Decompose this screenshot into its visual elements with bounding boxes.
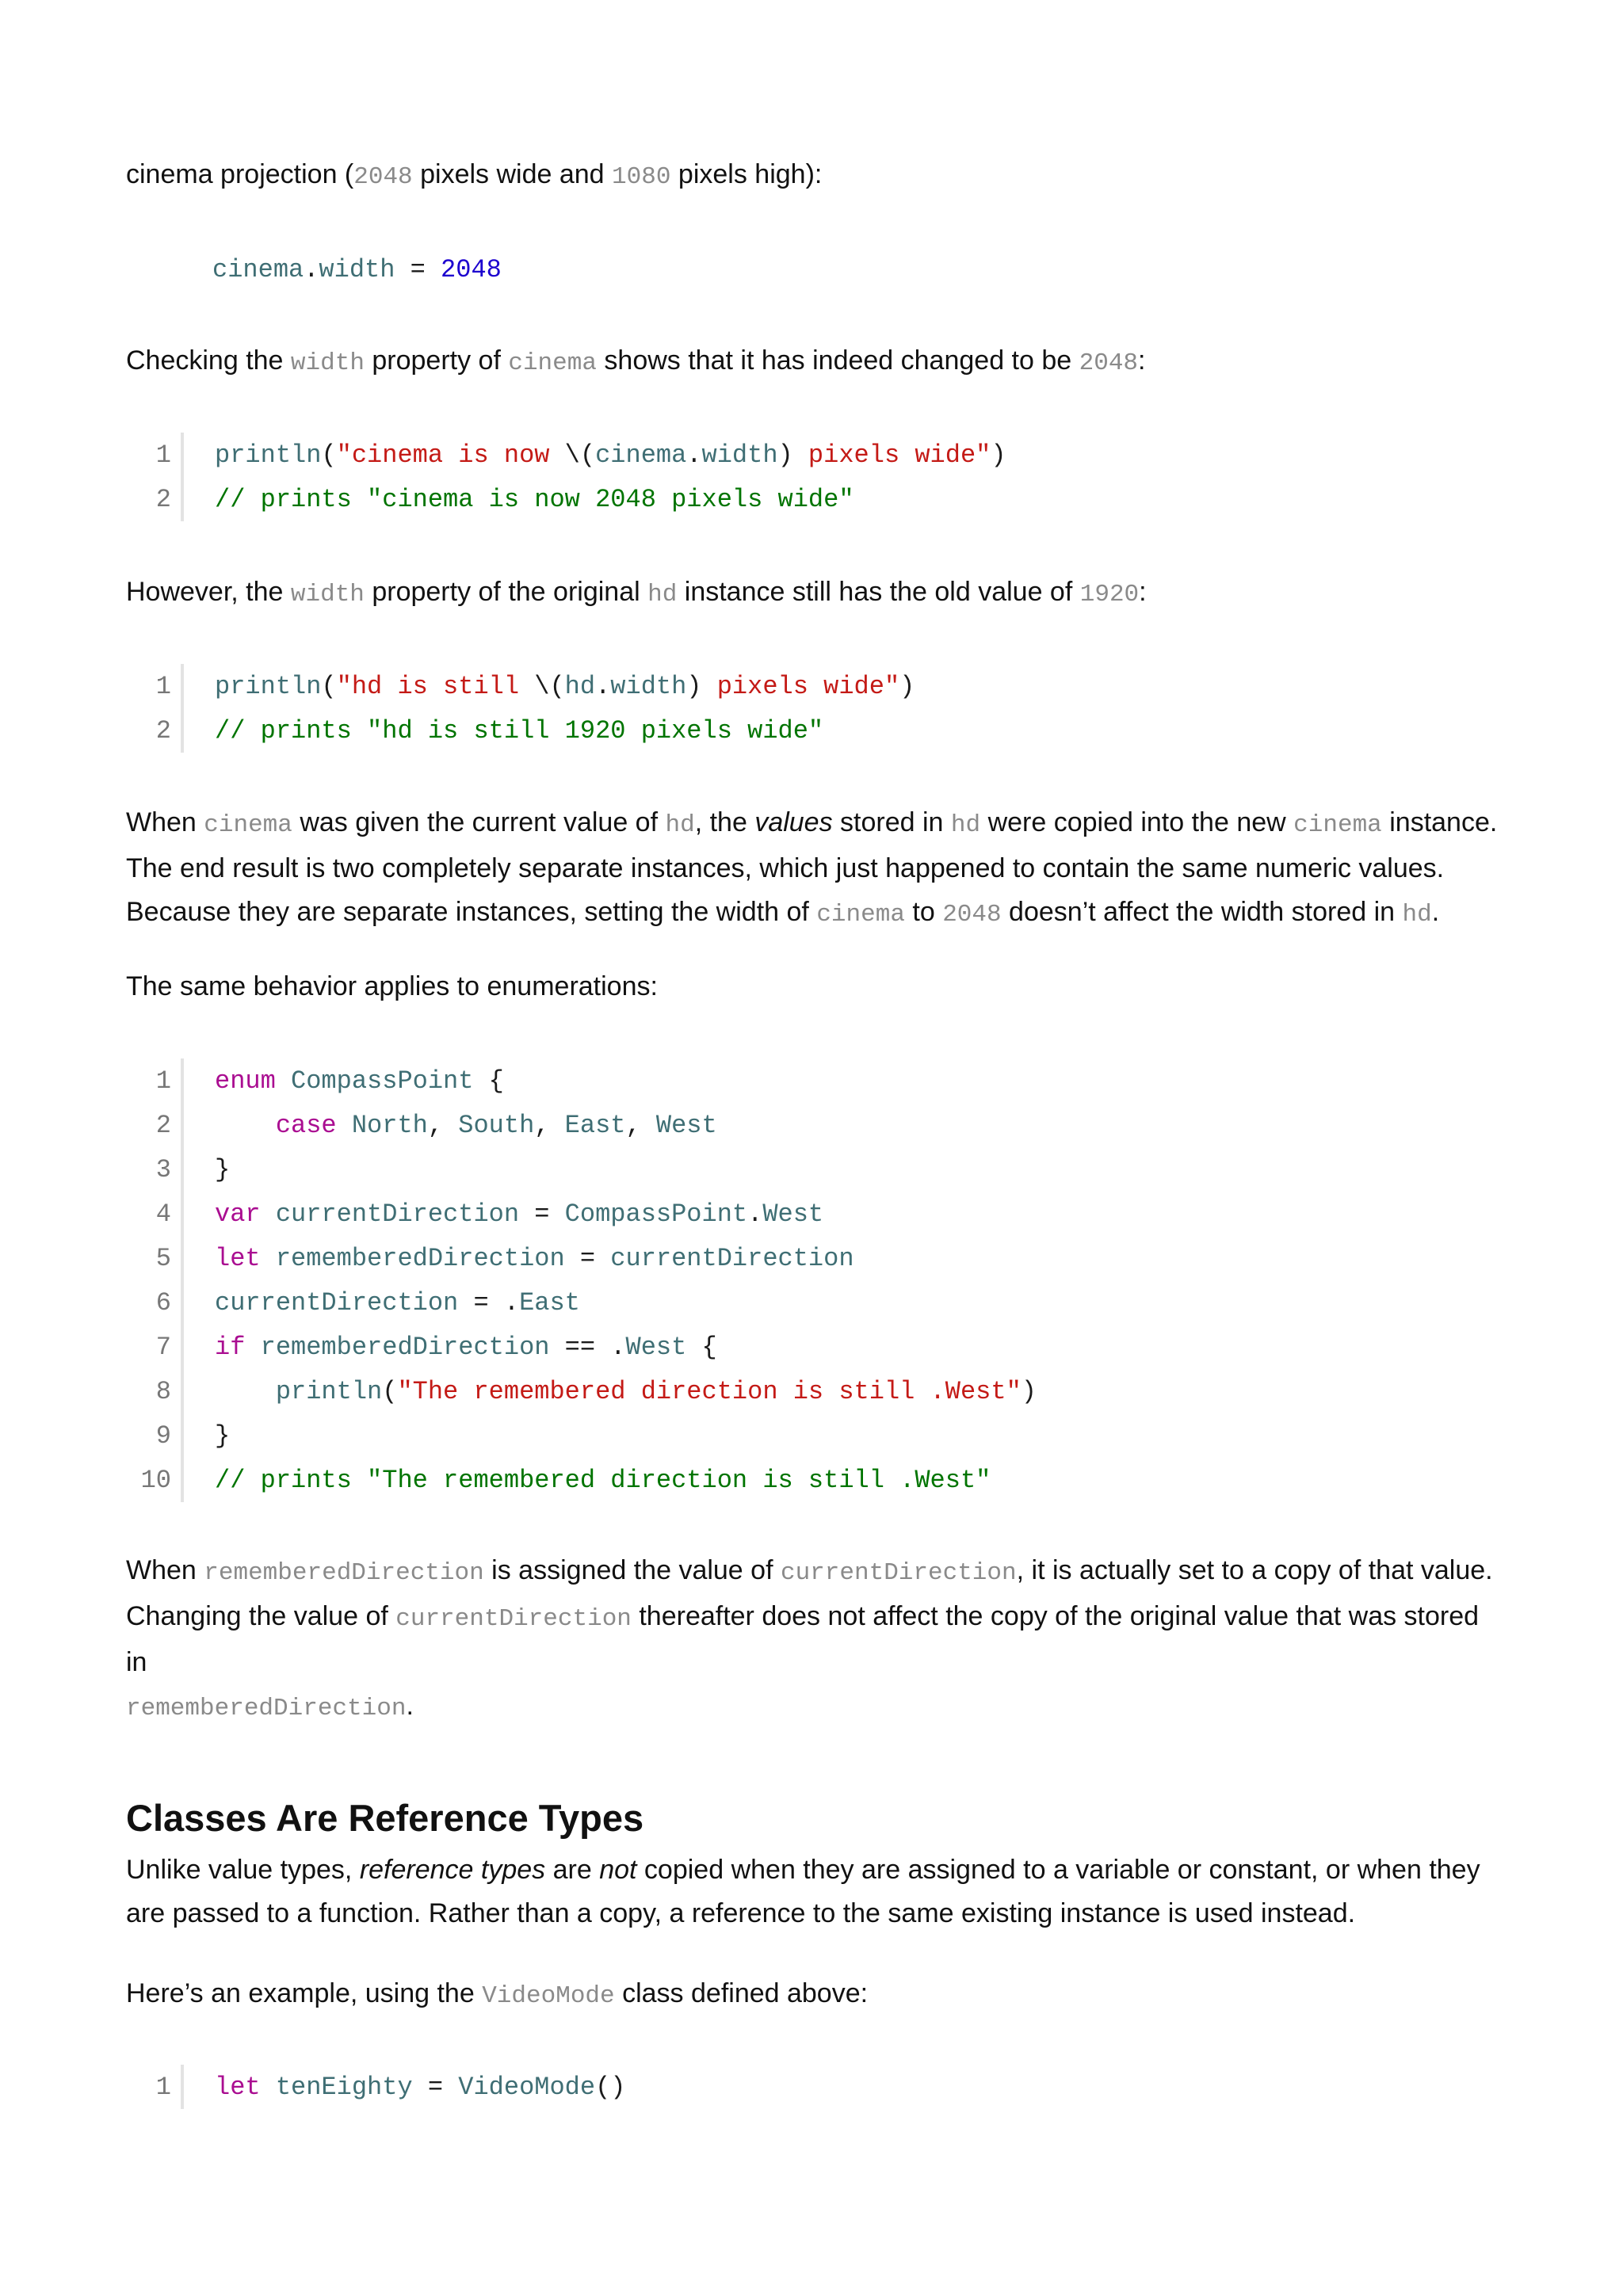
inline-code: width (290, 349, 365, 377)
line-number: 2 (155, 1110, 171, 1140)
code-text: } (215, 1421, 231, 1451)
gutter-divider (181, 1280, 184, 1325)
inline-code: 2048 (353, 163, 413, 191)
code-text: println("hd is still \(hd.width) pixels wide") (215, 671, 915, 701)
gutter-divider (181, 1413, 184, 1458)
inline-code: 1080 (612, 163, 671, 191)
inline-code: width (290, 581, 365, 608)
gutter-divider (181, 708, 184, 753)
line-number: 1 (155, 1066, 171, 1096)
gutter-divider (181, 1369, 184, 1413)
gutter-divider (181, 1236, 184, 1280)
line-number: 1 (155, 671, 171, 701)
line-number: 5 (155, 1243, 171, 1273)
line-number: 3 (155, 1154, 171, 1184)
inline-code: hd (647, 581, 678, 608)
line-number: 8 (155, 1376, 171, 1406)
gutter-divider (181, 2065, 184, 2109)
inline-code: 1920 (1079, 581, 1140, 608)
code-line (126, 1458, 1505, 1502)
gutter-divider (181, 664, 184, 708)
code-line (126, 2065, 1505, 2109)
code-block-ten-eighty (126, 2065, 1505, 2109)
code-text: // prints "hd is still 1920 pixels wide" (215, 715, 824, 746)
code-block-hd-println (126, 664, 1505, 753)
code-line (126, 1369, 1505, 1413)
gutter-divider (181, 1325, 184, 1369)
paragraph-values-copied (126, 801, 1505, 936)
text: instance still has the old value of (677, 577, 1080, 607)
paragraph-line: are passed to a function. Rather than a copy, a reference to the same existing instance is used instead. (126, 1898, 1356, 1928)
line-number: 1 (155, 440, 171, 470)
code-line (126, 1192, 1505, 1236)
code-text: case North, South, East, West (275, 1110, 717, 1140)
gutter-divider (181, 1192, 184, 1236)
text: property of the original (364, 577, 648, 607)
paragraph-line: Because they are separate instances, setting the width of cinema to 2048 doesn’t affect the width stored in hd. (126, 897, 1440, 929)
code-line (126, 1325, 1505, 1369)
text: class defined above: (614, 1978, 869, 2008)
code-block-cinema-println (126, 433, 1505, 521)
gutter-divider (181, 1147, 184, 1192)
paragraph-line: Unlike value types, reference types are not copied when they are assigned to a variable or constant, or when they (126, 1855, 1480, 1885)
paragraph-however (126, 570, 1505, 616)
code-text: } (215, 1154, 231, 1184)
code-block-assign-width: cinema.width = 2048 (212, 255, 502, 284)
code-text: // prints "The remembered direction is still .West" (215, 1465, 991, 1495)
line-number: 9 (155, 1421, 171, 1451)
code-line (126, 433, 1505, 477)
code-text: let rememberedDirection = currentDirection (215, 1243, 854, 1273)
paragraph-checking-width (126, 339, 1505, 385)
line-number: 1 (155, 2072, 171, 2102)
code-text: println("The remembered direction is still .West") (275, 1376, 1037, 1406)
code-text: if rememberedDirection == .West { (215, 1332, 717, 1362)
text: Checking the (126, 345, 291, 376)
paragraph-example (126, 1972, 1505, 2018)
code-line (126, 1413, 1505, 1458)
code-text: var currentDirection = CompassPoint.West (215, 1199, 824, 1229)
text: property of (364, 345, 509, 376)
line-number: 2 (155, 484, 171, 514)
code-text: // prints "cinema is now 2048 pixels wide" (215, 484, 854, 514)
paragraph-reference-types (126, 1848, 1505, 1936)
inline-code: VideoMode (482, 1982, 615, 2010)
gutter-divider (181, 1058, 184, 1103)
gutter-divider (181, 433, 184, 477)
code-line (126, 1280, 1505, 1325)
inline-code: 2048 (1079, 349, 1139, 377)
code-line (126, 1058, 1505, 1103)
text: cinema projection ( (126, 159, 354, 189)
text: pixels high): (670, 159, 823, 189)
paragraph-line: rememberedDirection. (126, 1691, 414, 1722)
gutter-divider (181, 477, 184, 521)
code-line (126, 1103, 1505, 1147)
line-number: 4 (155, 1199, 171, 1229)
text: However, the (126, 577, 291, 607)
gutter-divider (181, 1103, 184, 1147)
code-text: enum CompassPoint { (215, 1066, 504, 1096)
code-line (126, 477, 1505, 521)
paragraph-line: When cinema was given the current value of hd, the values stored in hd were copied into the new cinema instance. (126, 807, 1498, 839)
text: pixels wide and (412, 159, 613, 189)
line-number: 6 (155, 1287, 171, 1318)
gutter-divider (181, 1458, 184, 1502)
line-number: 2 (155, 715, 171, 746)
paragraph-line: Changing the value of currentDirection thereafter does not affect the copy of the original value that was stored in (126, 1601, 1480, 1677)
paragraph-cinema-projection (126, 153, 1505, 199)
code-line (126, 664, 1505, 708)
inline-code: cinema (508, 349, 597, 377)
code-line (126, 1147, 1505, 1192)
paragraph-enumerations: The same behavior applies to enumerations: (126, 971, 658, 1001)
code-text: let tenEighty = VideoMode() (215, 2072, 626, 2102)
paragraph-remembered-direction (126, 1549, 1505, 1730)
code-line (126, 1236, 1505, 1280)
code-line (126, 708, 1505, 753)
code-text: println("cinema is now \(cinema.width) pixels wide") (215, 440, 1006, 470)
line-number: 10 (140, 1465, 171, 1495)
line-number: 7 (155, 1332, 171, 1362)
text: : (1139, 577, 1147, 607)
code-block-compass-point (126, 1058, 1505, 1502)
section-heading: Classes Are Reference Types (126, 1797, 644, 1839)
paragraph-line: When rememberedDirection is assigned the value of currentDirection, it is actually set to a copy of that value. (126, 1555, 1493, 1587)
code-text: currentDirection = .East (215, 1287, 580, 1318)
text: Here’s an example, using the (126, 1978, 483, 2008)
text: shows that it has indeed changed to be (596, 345, 1079, 376)
text: : (1138, 345, 1146, 376)
paragraph-line: The end result is two completely separate instances, which just happened to contain the same numeric values. (126, 853, 1445, 883)
